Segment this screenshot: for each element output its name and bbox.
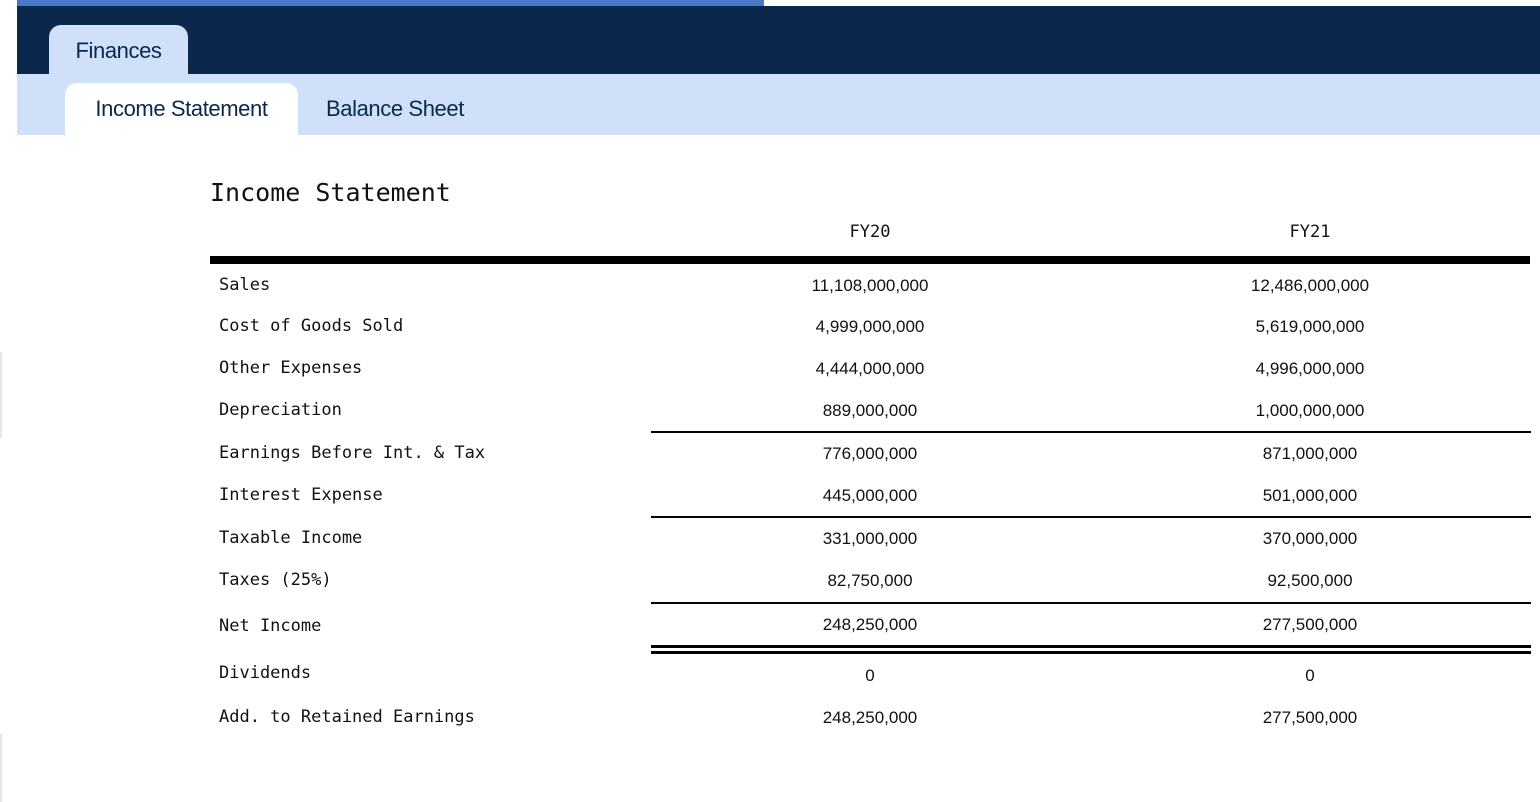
cell-net-income-fy21: 277,500,000: [1262, 615, 1358, 634]
cell-cogs-fy20: 4,999,000,000: [815, 317, 925, 336]
cell-taxes-fy20: 82,750,000: [827, 571, 913, 590]
row-label-sales: Sales: [219, 275, 271, 295]
column-header-fy20: FY20: [849, 222, 891, 242]
row-label-net-income: Net Income: [219, 616, 322, 636]
subtotal-rule: [651, 516, 1531, 518]
cell-interest-expense-fy20: 445,000,000: [822, 486, 918, 505]
row-label-depreciation: Depreciation: [219, 400, 342, 420]
cell-retained-earnings-fy21: 277,500,000: [1262, 708, 1358, 727]
cell-ebit-fy21: 871,000,000: [1262, 444, 1358, 463]
row-label-retained-earnings: Add. to Retained Earnings: [219, 707, 475, 727]
column-header-fy21: FY21: [1289, 222, 1331, 242]
row-label-ebit: Earnings Before Int. & Tax: [219, 443, 486, 463]
tab-balance-sheet[interactable]: Balance Sheet: [326, 96, 464, 121]
cell-cogs-fy21: 5,619,000,000: [1255, 317, 1365, 336]
tab-finances[interactable]: Finances: [49, 25, 188, 74]
cell-retained-earnings-fy20: 248,250,000: [822, 708, 918, 727]
cell-dividends-fy20: 0: [865, 666, 875, 685]
tab-income-statement[interactable]: Income Statement: [65, 83, 298, 135]
cell-taxable-income-fy20: 331,000,000: [822, 529, 918, 548]
row-label-dividends: Dividends: [219, 663, 312, 683]
row-label-other-expenses: Other Expenses: [219, 358, 363, 378]
cell-sales-fy21: 12,486,000,000: [1250, 276, 1370, 295]
left-margin: [0, 0, 17, 802]
total-double-rule: [651, 645, 1531, 654]
cell-ebit-fy20: 776,000,000: [822, 444, 918, 463]
cell-depreciation-fy21: 1,000,000,000: [1255, 401, 1365, 420]
cell-interest-expense-fy21: 501,000,000: [1262, 486, 1358, 505]
header-rule: [210, 256, 1530, 264]
cell-other-expenses-fy21: 4,996,000,000: [1255, 359, 1365, 378]
subtotal-rule: [651, 602, 1531, 604]
app-header: [17, 6, 1540, 74]
row-label-cogs: Cost of Goods Sold: [219, 316, 404, 336]
subtotal-rule: [651, 431, 1531, 433]
cell-sales-fy20: 11,108,000,000: [811, 276, 929, 295]
edge-mark: [0, 352, 2, 438]
cell-taxable-income-fy21: 370,000,000: [1262, 529, 1358, 548]
row-label-taxes: Taxes (25%): [219, 570, 332, 590]
cell-depreciation-fy20: 889,000,000: [822, 401, 918, 420]
row-label-interest-expense: Interest Expense: [219, 485, 383, 505]
row-label-taxable-income: Taxable Income: [219, 528, 363, 548]
statement-title: Income Statement: [210, 178, 451, 207]
cell-taxes-fy21: 92,500,000: [1267, 571, 1353, 590]
cell-net-income-fy20: 248,250,000: [822, 615, 918, 634]
edge-mark: [0, 734, 2, 802]
cell-dividends-fy21: 0: [1305, 666, 1315, 685]
cell-other-expenses-fy20: 4,444,000,000: [815, 359, 925, 378]
